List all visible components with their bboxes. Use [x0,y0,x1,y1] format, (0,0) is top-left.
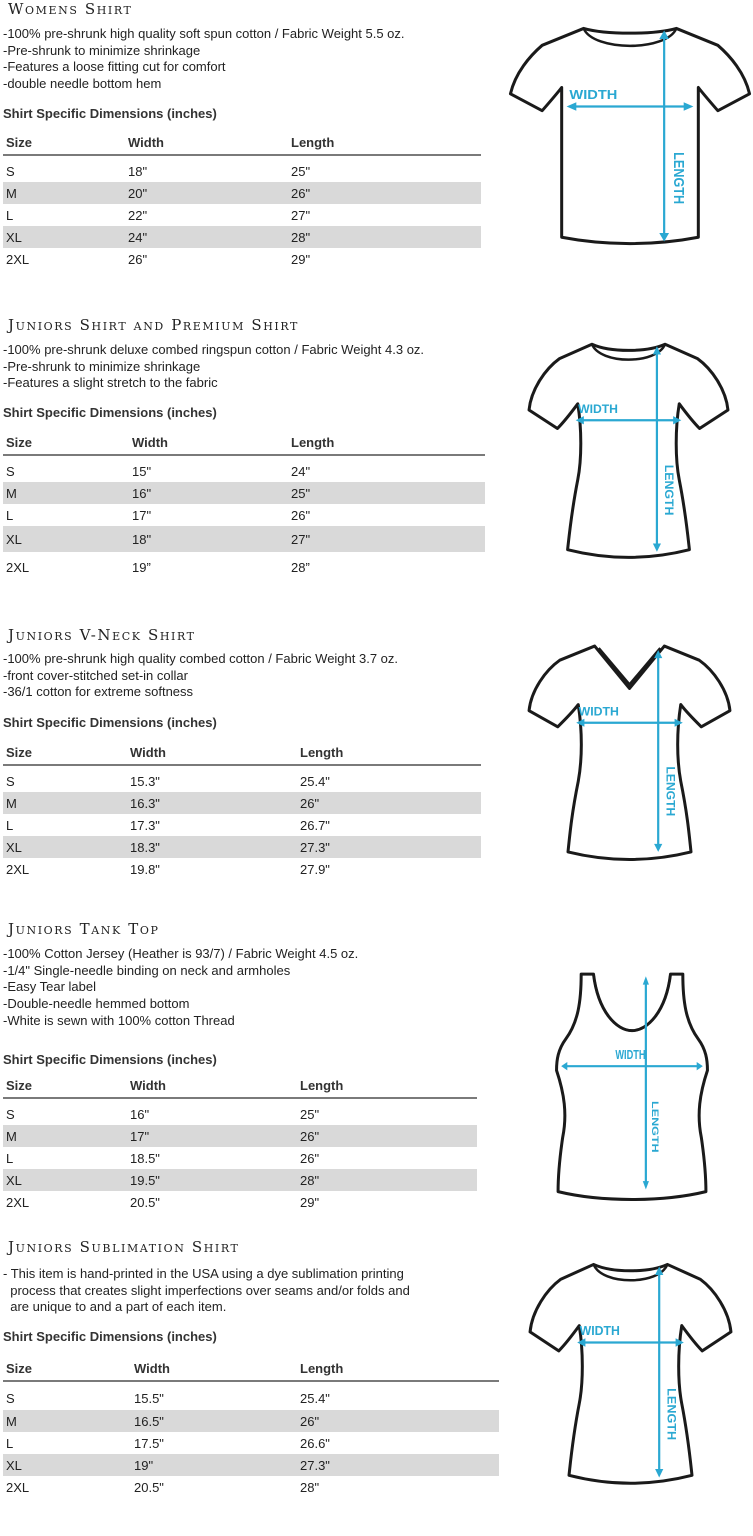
shirt-outline [510,28,749,243]
feature-line: -1/4" Single-needle binding on neck and armholes [3,962,291,978]
width-label: WIDTH [615,1048,646,1063]
section-title: Womens Shirt [8,0,133,18]
size-table [3,740,481,880]
size-table [3,1073,477,1213]
cell-size: XL [6,1173,22,1188]
feature-list [3,946,358,1030]
table-row [3,1432,499,1454]
table-row [3,1191,477,1213]
column-header-size: Size [6,435,33,450]
dimensions-heading: Shirt Specific Dimensions (inches) [3,715,217,730]
size-section-4 [0,918,753,1218]
cell-width: 18.5" [130,1151,160,1166]
table-header [3,130,481,156]
cell-length: 28” [291,560,310,575]
table-row [3,1410,499,1432]
cell-size: M [6,186,17,201]
table-row [3,858,481,880]
table-row [3,1147,477,1169]
table-row [3,1476,499,1498]
cell-length: 27.3" [300,840,330,855]
table-row [3,1103,477,1125]
feature-line: -36/1 cotton for extreme softness [3,684,194,700]
feature-line: -Features a loose fitting cut for comfort [3,59,226,75]
section-title: Juniors Tank Top [8,920,160,938]
shirt-diagram [508,20,752,252]
dimensions-heading: Shirt Specific Dimensions (inches) [3,1052,217,1067]
table-row [3,204,481,226]
table-header [3,1356,499,1382]
table-row [3,248,481,270]
cell-width: 20.5" [134,1480,164,1495]
cell-length: 26.6" [300,1436,330,1451]
size-section-3 [0,624,753,924]
cell-length: 26" [300,1129,320,1144]
section-title: Juniors Shirt and Premium Shirt [8,316,299,334]
cell-size: XL [6,1458,22,1473]
length-label: LENGTH [662,464,676,516]
cell-length: 28" [300,1173,320,1188]
feature-line: - This item is hand-printed in the USA using a dye sublimation printing [3,1266,404,1281]
column-header-size: Size [6,1078,33,1093]
table-row [3,526,485,552]
feature-line: -100% Cotton Jersey (Heather is 93/7) / Fabric Weight 4.5 oz. [3,946,359,961]
cell-width: 19" [134,1458,154,1473]
length-label: LENGTH [664,1388,679,1441]
cell-size: XL [6,840,22,855]
feature-line: -Double-needle hemmed bottom [3,996,190,1012]
cell-width: 20.5" [130,1195,160,1210]
cell-width: 16" [130,1107,150,1122]
cell-length: 29" [300,1195,320,1210]
feature-line: -100% pre-shrunk deluxe combed ringspun cotton / Fabric Weight 4.3 oz. [3,342,425,357]
dimensions-heading: Shirt Specific Dimensions (inches) [3,106,217,121]
feature-line: -Easy Tear label [3,979,96,995]
cell-width: 15.3" [130,774,160,789]
cell-length: 28" [300,1480,320,1495]
cell-length: 24" [291,464,311,479]
cell-width: 16" [132,486,152,501]
cell-size: S [6,164,15,179]
cell-width: 15.5" [134,1391,164,1406]
cell-width: 16.3" [130,796,160,811]
cell-width: 19” [132,560,151,575]
cell-size: S [6,1391,15,1406]
cell-length: 25" [291,486,311,501]
size-section-1 [0,0,753,300]
cell-length: 27.9" [300,862,330,877]
cell-length: 26" [291,508,311,523]
shirt-diagram [555,970,709,1200]
length-label: LENGTH [670,152,687,205]
cell-length: 28" [291,230,311,245]
cell-size: 2XL [6,862,30,877]
cell-width: 24" [128,230,148,245]
feature-line: -100% pre-shrunk high quality soft spun cotton / Fabric Weight 5.5 oz. [3,26,405,41]
cell-width: 18.3" [130,840,160,855]
section-title: Juniors Sublimation Shirt [8,1238,240,1256]
cell-length: 25.4" [300,774,330,789]
column-header-length: Length [300,1078,344,1093]
cell-length: 25" [291,164,311,179]
table-header [3,430,485,456]
shirt-diagram [528,1256,733,1488]
width-label: WIDTH [569,87,618,102]
width-label: WIDTH [578,704,619,719]
table-row [3,160,481,182]
cell-length: 27" [291,532,311,547]
feature-line: -Features a slight stretch to the fabric [3,375,218,391]
shirt-diagram [527,336,730,562]
width-label: WIDTH [578,401,619,417]
length-arrow-head-top [643,976,649,984]
width-label: WIDTH [579,1323,620,1339]
fitted-shirt-diagram [528,1256,733,1488]
dimensions-heading: Shirt Specific Dimensions (inches) [3,1329,217,1344]
cell-size: M [6,796,17,811]
column-header-width: Width [130,1078,166,1093]
cell-size: M [6,1414,17,1429]
cell-size: L [6,508,14,523]
cell-size: 2XL [6,1195,30,1210]
size-table [3,1356,499,1498]
feature-line: -Pre-shrunk to minimize shrinkage [3,358,201,374]
cell-size: 2XL [6,252,30,267]
fitted-shirt-diagram [527,336,730,562]
column-header-size: Size [6,1361,33,1376]
cell-size: S [6,1107,15,1122]
cell-size: S [6,464,15,479]
feature-line: -front cover-stitched set-in collar [3,667,188,683]
cell-width: 26" [128,252,148,267]
cell-length: 26.7" [300,818,330,833]
cell-length: 25.4" [300,1391,330,1406]
cell-width: 19.5" [130,1173,160,1188]
tee-shirt-diagram [508,20,752,252]
cell-size: L [6,1151,14,1166]
cell-width: 17.5" [134,1436,164,1451]
feature-line: process that creates slight imperfections over seams and/or folds and [3,1282,410,1298]
cell-size: XL [6,532,22,547]
cell-length: 26" [300,796,320,811]
column-header-width: Width [134,1361,170,1376]
cell-size: L [6,818,14,833]
length-label: LENGTH [663,766,678,817]
size-table [3,130,481,270]
cell-width: 18" [132,532,152,547]
cell-size: 2XL [6,560,30,575]
column-header-length: Length [300,745,344,760]
cell-width: 17" [132,508,152,523]
tank-shirt-diagram [555,970,709,1200]
cell-width: 15" [132,464,152,479]
shirt-diagram [527,640,732,862]
table-row [3,460,485,482]
feature-list [3,342,424,392]
table-row [3,1169,477,1191]
table-row [3,770,481,792]
column-header-size: Size [6,135,33,150]
size-section-5 [0,1236,753,1536]
column-header-length: Length [291,435,335,450]
cell-length: 26" [300,1414,320,1429]
table-row [3,504,485,526]
table-row [3,1386,499,1410]
cell-size: L [6,208,14,223]
length-label: LENGTH [649,1101,660,1153]
cell-length: 27" [291,208,311,223]
cell-size: XL [6,230,22,245]
table-row [3,482,485,504]
feature-line: -Pre-shrunk to minimize shrinkage [3,42,201,58]
feature-list [3,26,405,93]
column-header-length: Length [300,1361,344,1376]
feature-line: -White is sewn with 100% cotton Thread [3,1012,235,1028]
cell-size: 2XL [6,1480,30,1495]
vneck-shirt-diagram [527,640,732,862]
shirt-outline [529,344,728,557]
table-header [3,740,481,766]
cell-width: 22" [128,208,148,223]
cell-width: 16.5" [134,1414,164,1429]
cell-width: 17" [130,1129,150,1144]
size-section-2 [0,314,753,614]
column-header-size: Size [6,745,33,760]
table-row [3,814,481,836]
feature-line: -double needle bottom hem [3,76,162,92]
shirt-outline [557,974,708,1199]
shirt-outline [530,1264,731,1483]
cell-length: 27.3" [300,1458,330,1473]
table-row [3,792,481,814]
section-title: Juniors V-Neck Shirt [8,626,196,644]
cell-length: 26" [300,1151,320,1166]
table-row [3,836,481,858]
cell-length: 29" [291,252,311,267]
size-table [3,430,485,582]
cell-size: L [6,1436,14,1451]
cell-length: 25" [300,1107,320,1122]
feature-line: -100% pre-shrunk high quality combed cotton / Fabric Weight 3.7 oz. [3,651,399,666]
table-row [3,1125,477,1147]
cell-size: S [6,774,15,789]
table-row [3,182,481,204]
table-row [3,226,481,248]
cell-size: M [6,1129,17,1144]
column-header-width: Width [130,745,166,760]
column-header-width: Width [132,435,168,450]
cell-width: 19.8" [130,862,160,877]
cell-width: 18" [128,164,148,179]
cell-size: M [6,486,17,501]
table-row [3,1454,499,1476]
column-header-width: Width [128,135,164,150]
shirt-outline [529,646,730,859]
cell-length: 26" [291,186,311,201]
table-header [3,1073,477,1099]
cell-width: 17.3" [130,818,160,833]
cell-width: 20" [128,186,148,201]
feature-line: are unique to and a part of each item. [3,1299,227,1315]
table-row [3,552,485,582]
feature-list [3,1266,410,1316]
dimensions-heading: Shirt Specific Dimensions (inches) [3,405,217,420]
feature-list [3,651,398,701]
column-header-length: Length [291,135,335,150]
